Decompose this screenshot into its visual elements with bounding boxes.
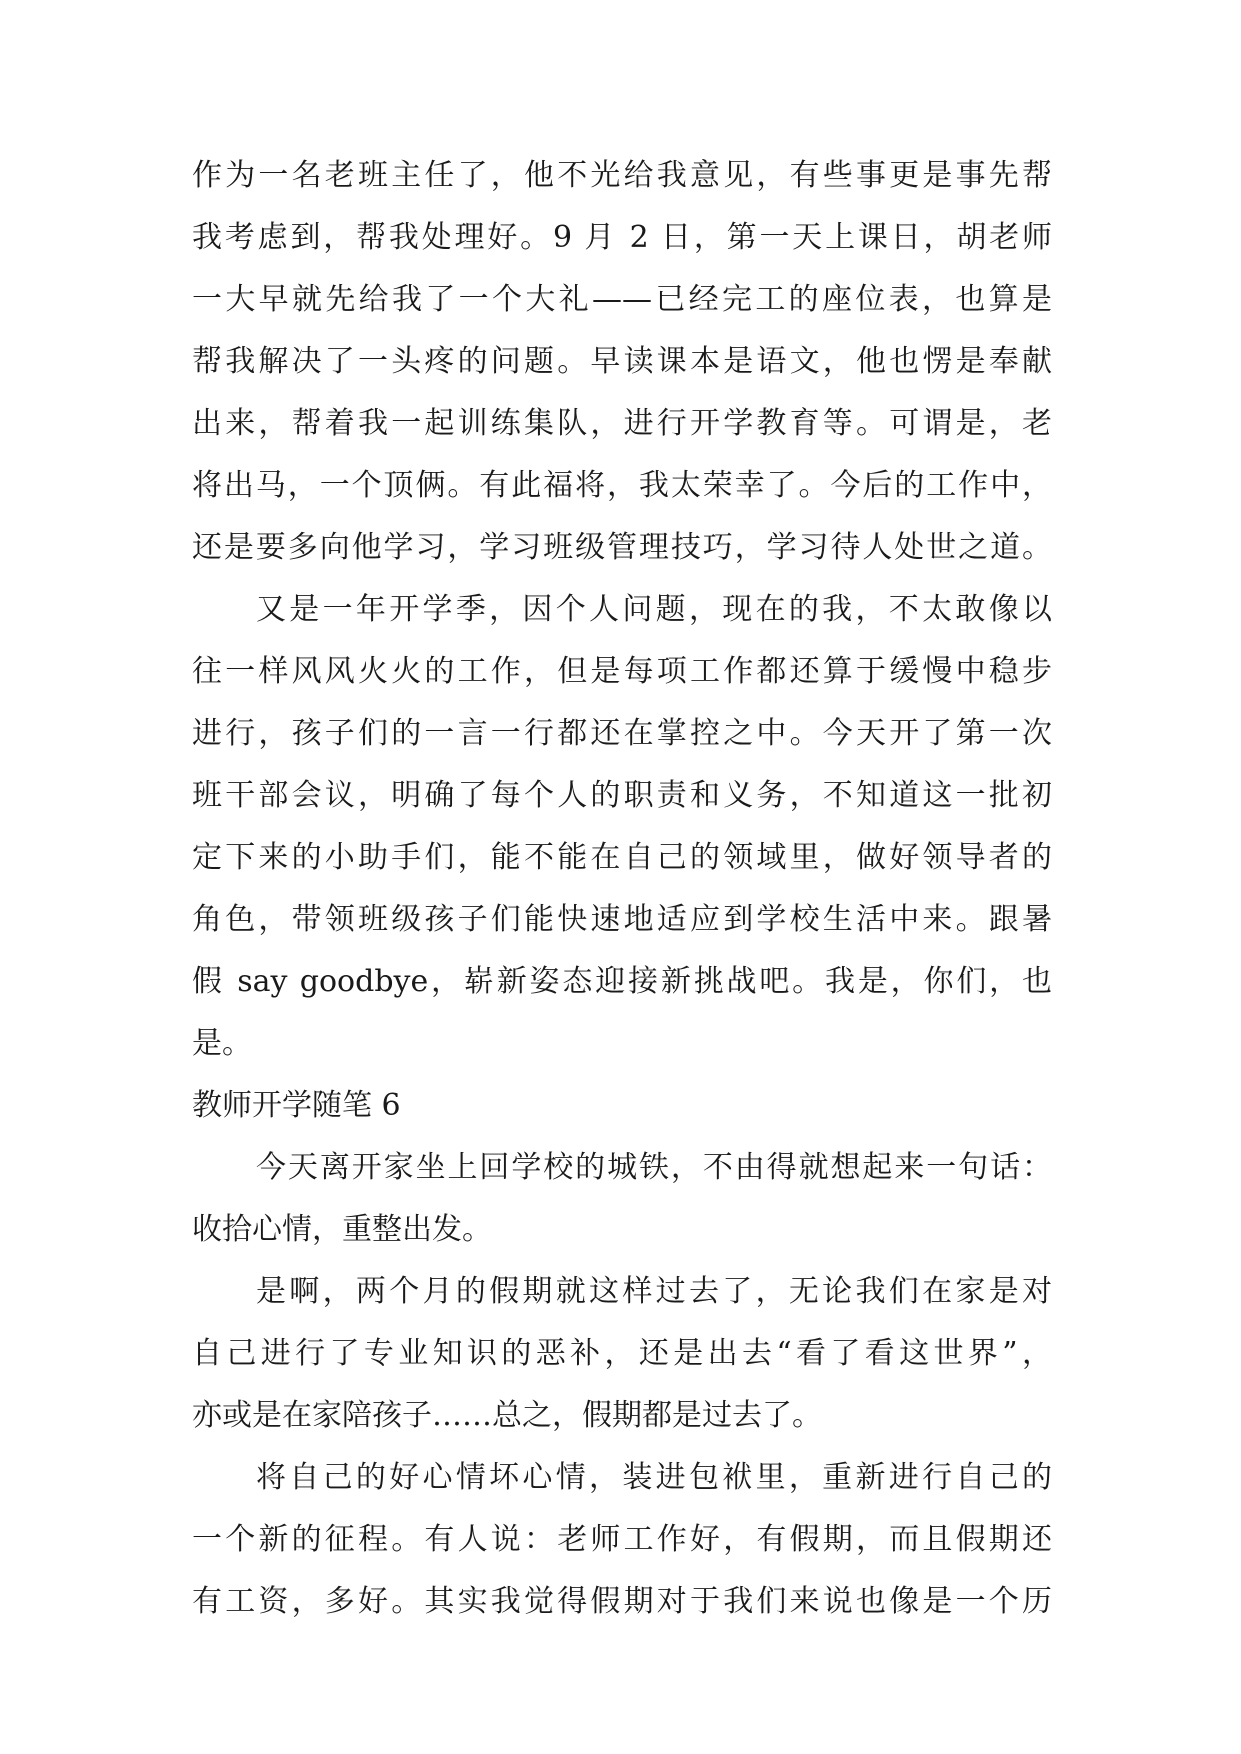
text-line: 定下来的小助手们，能不能在自己的领域里，做好领导者的 bbox=[192, 840, 1052, 875]
text-line: 收拾心情，重整出发。 bbox=[192, 1212, 492, 1247]
section-heading: 教师开学随笔 6 bbox=[192, 1088, 401, 1123]
text-line: 有工资，多好。其实我觉得假期对于我们来说也像是一个历 bbox=[192, 1584, 1052, 1619]
text-line: 一大早就先给我了一个大礼——已经完工的座位表，也算是 bbox=[192, 282, 1052, 317]
text-line: 我考虑到，帮我处理好。9 月 2 日，第一天上课日，胡老师 bbox=[192, 220, 1052, 255]
text-line: 作为一名老班主任了，他不光给我意见，有些事更是事先帮 bbox=[192, 158, 1052, 193]
text-line: 假 say goodbye，崭新姿态迎接新挑战吧。我是，你们，也 bbox=[192, 964, 1052, 999]
text-line: 进行，孩子们的一言一行都还在掌控之中。今天开了第一次 bbox=[192, 716, 1052, 751]
paragraph-first-line: 今天离开家坐上回学校的城铁，不由得就想起来一句话： bbox=[256, 1150, 1052, 1185]
text-line: 亦或是在家陪孩子……总之，假期都是过去了。 bbox=[192, 1398, 822, 1433]
paragraph-first-line: 将自己的好心情坏心情，装进包袱里，重新进行自己的 bbox=[256, 1460, 1052, 1495]
text-line: 角色，带领班级孩子们能快速地适应到学校生活中来。跟暑 bbox=[192, 902, 1052, 937]
paragraph-first-line: 又是一年开学季，因个人问题，现在的我，不太敢像以 bbox=[256, 592, 1052, 627]
text-line: 班干部会议，明确了每个人的职责和义务，不知道这一批初 bbox=[192, 778, 1052, 813]
text-line: 将出马，一个顶俩。有此福将，我太荣幸了。今后的工作中， bbox=[192, 468, 1052, 503]
text-line: 是。 bbox=[192, 1026, 252, 1061]
text-line: 帮我解决了一头疼的问题。早读课本是语文，他也愣是奉献 bbox=[192, 344, 1052, 379]
text-line: 往一样风风火火的工作，但是每项工作都还算于缓慢中稳步 bbox=[192, 654, 1052, 689]
paragraph-first-line: 是啊，两个月的假期就这样过去了，无论我们在家是对 bbox=[256, 1274, 1052, 1309]
text-line: 出来，帮着我一起训练集队，进行开学教育等。可谓是，老 bbox=[192, 406, 1052, 441]
text-line: 还是要多向他学习，学习班级管理技巧，学习待人处世之道。 bbox=[192, 530, 1052, 565]
text-line: 自己进行了专业知识的恶补，还是出去“看了看这世界”， bbox=[192, 1336, 1052, 1371]
text-line: 一个新的征程。有人说：老师工作好，有假期，而且假期还 bbox=[192, 1522, 1052, 1557]
